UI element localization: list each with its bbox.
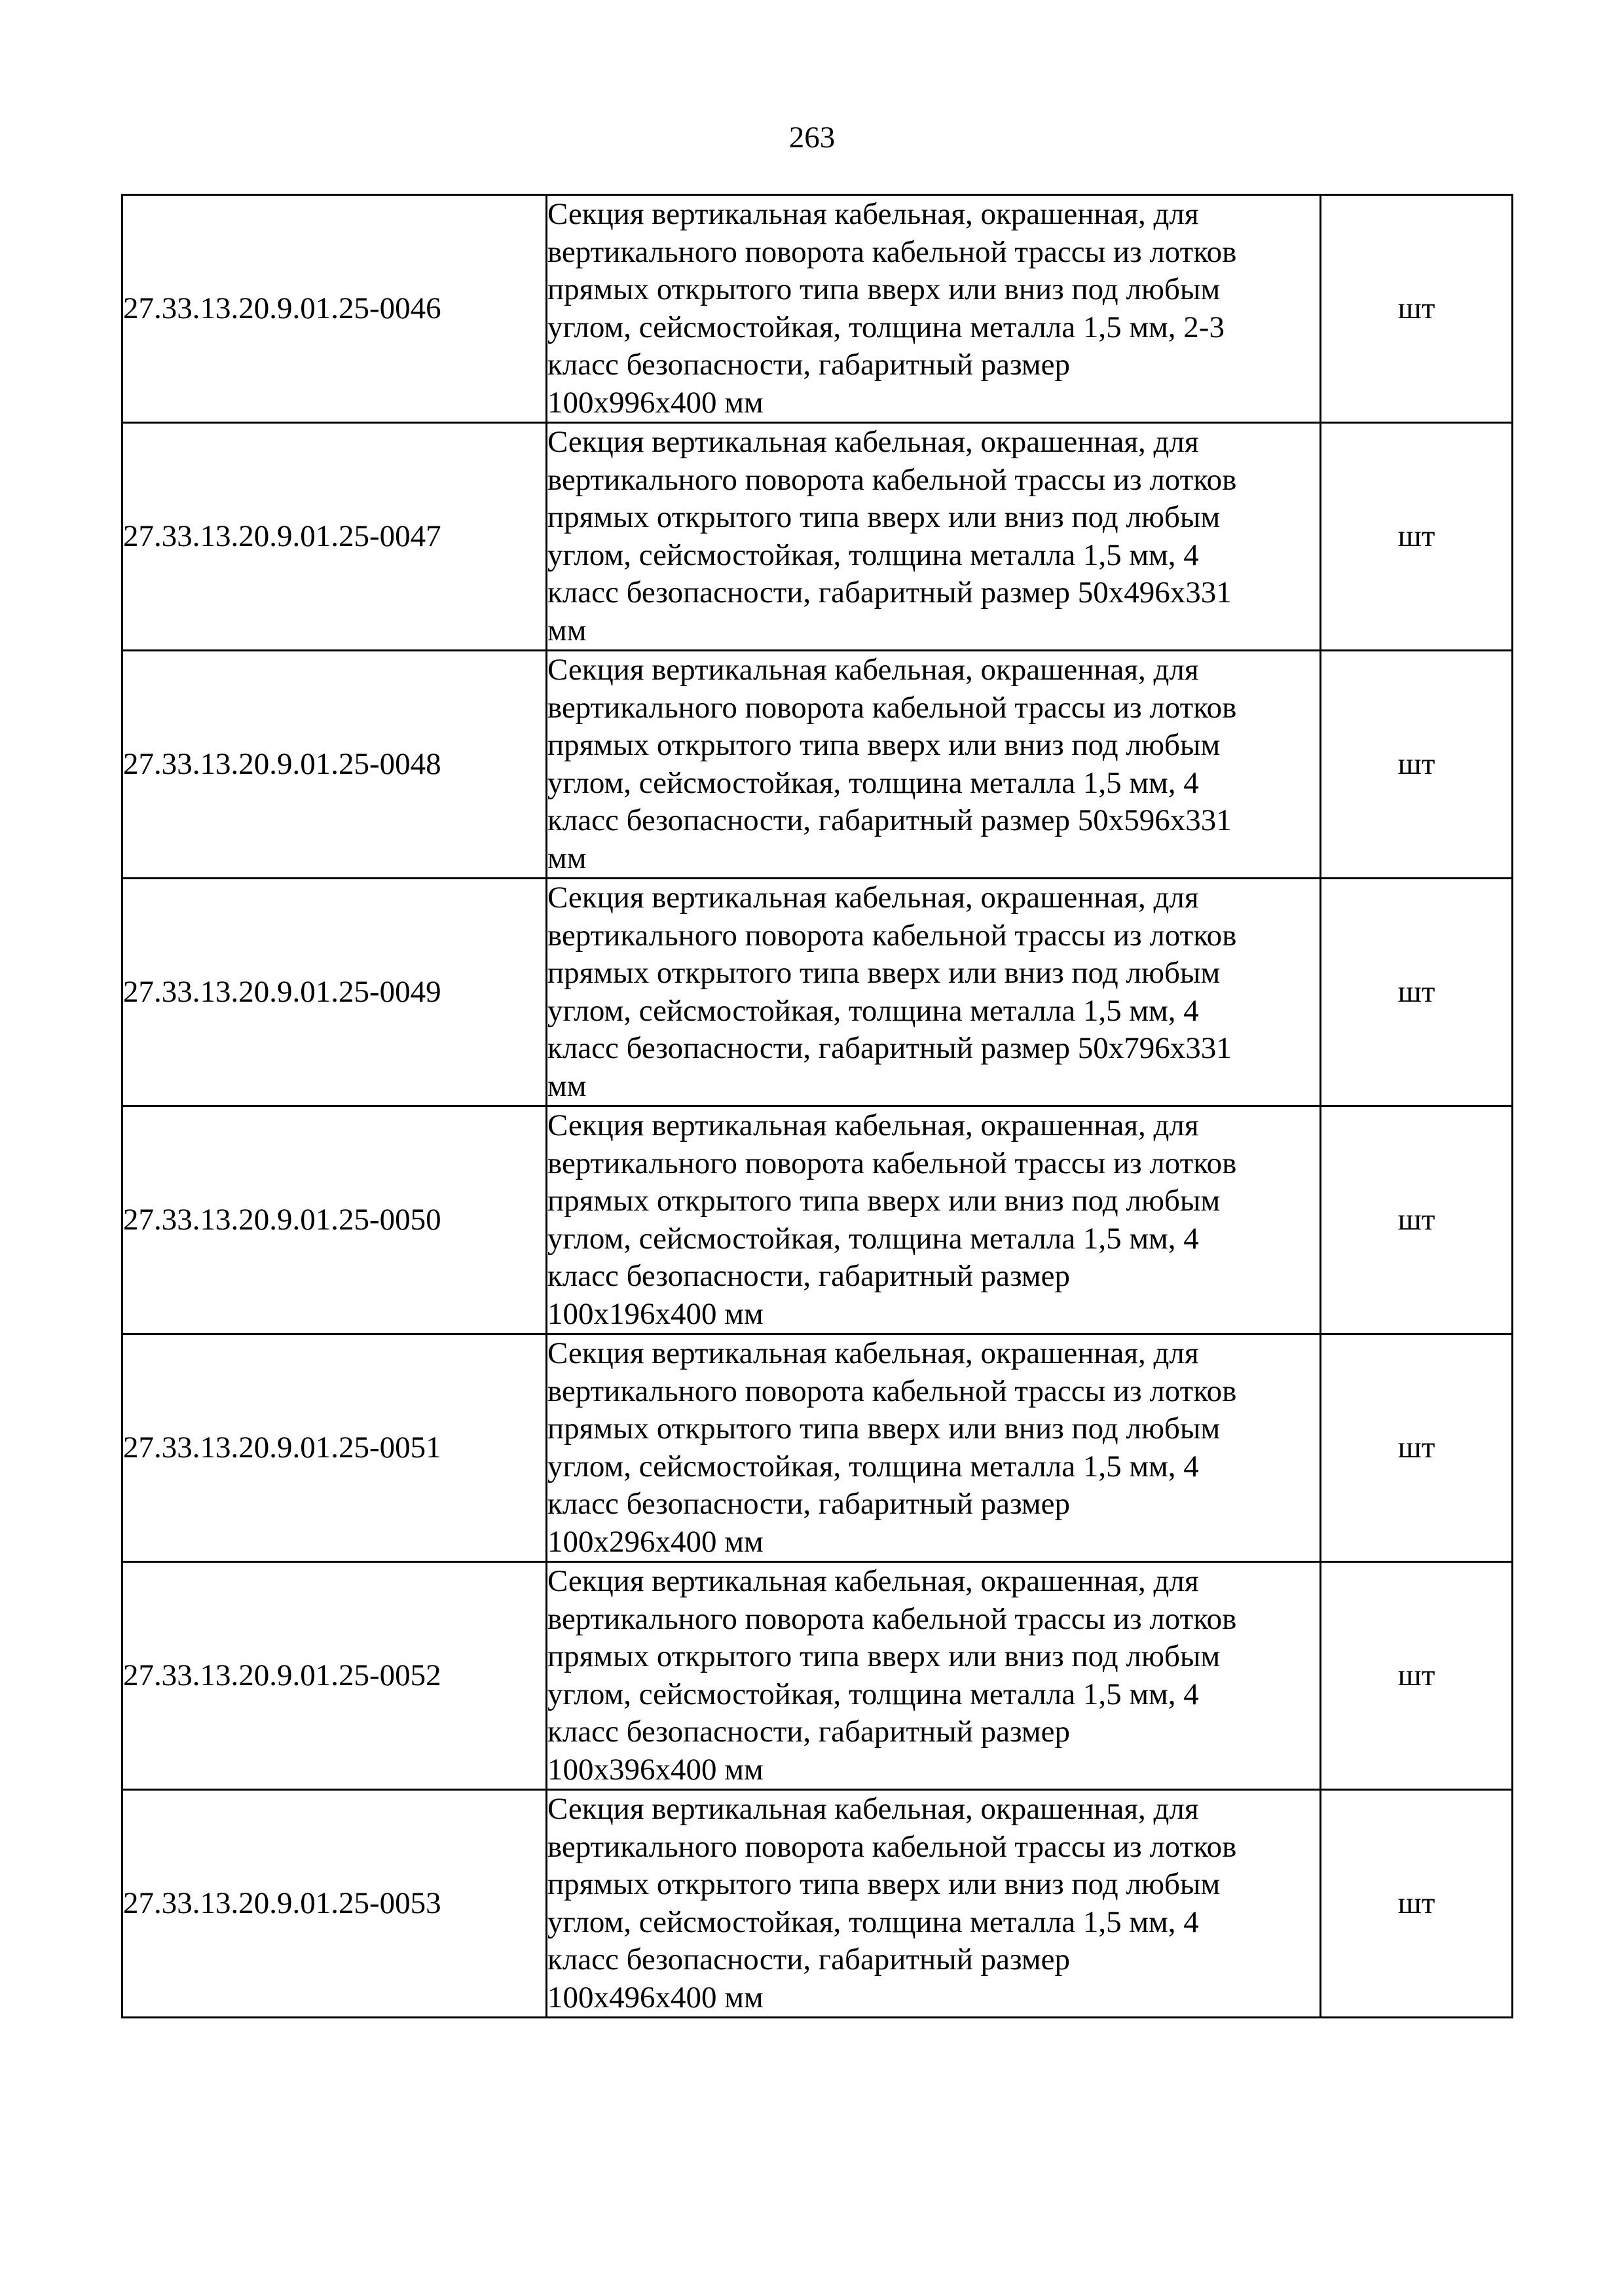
- description-line: прямых открытого типа вверх или вниз под любым: [547, 272, 1221, 306]
- description-line: прямых открытого типа вверх или вниз под любым: [547, 1184, 1221, 1218]
- description-line: мм: [547, 1068, 587, 1103]
- description-line: 100х996х400 мм: [547, 385, 764, 420]
- table-row: [122, 1562, 1513, 1790]
- table-row: [122, 423, 1513, 651]
- resource-description: [547, 651, 1321, 879]
- description-line: класс безопасности, габаритный размер: [547, 1259, 1070, 1293]
- description-line: вертикального поворота кабельной трассы из лотков: [547, 1829, 1237, 1864]
- description-line: 100х396х400 мм: [547, 1752, 764, 1787]
- unit-of-measure: шт: [1321, 1106, 1513, 1334]
- unit-of-measure: шт: [1321, 651, 1513, 879]
- description-line: прямых открытого типа вверх или вниз под любым: [547, 1639, 1221, 1673]
- description-line: вертикального поворота кабельной трассы из лотков: [547, 690, 1237, 725]
- table-row: [122, 1334, 1513, 1562]
- description-line: Секция вертикальная кабельная, окрашенная, для: [547, 425, 1199, 459]
- description-line: углом, сейсмостойкая, толщина металла 1,5 мм, 4: [547, 993, 1199, 1028]
- resource-table-body: [122, 195, 1513, 2018]
- description-line: углом, сейсмостойкая, толщина металла 1,5 мм, 2-3: [547, 310, 1225, 344]
- description-line: класс безопасности, габаритный размер 50х496х331: [547, 575, 1232, 610]
- description-line: Секция вертикальная кабельная, окрашенная, для: [547, 1792, 1199, 1826]
- table-row: [122, 1106, 1513, 1334]
- description-line: мм: [547, 613, 587, 647]
- resource-description: [547, 1106, 1321, 1334]
- resource-code: 27.33.13.20.9.01.25-0046: [122, 195, 547, 423]
- description-line: углом, сейсмостойкая, толщина металла 1,5 мм, 4: [547, 765, 1199, 800]
- description-line: класс безопасности, габаритный размер: [547, 1942, 1070, 1977]
- description-line: прямых открытого типа вверх или вниз под любым: [547, 1867, 1221, 1901]
- unit-of-measure: шт: [1321, 879, 1513, 1106]
- description-line: углом, сейсмостойкая, толщина металла 1,5 мм, 4: [547, 1449, 1199, 1484]
- description-line: прямых открытого типа вверх или вниз под любым: [547, 1412, 1221, 1446]
- description-line: вертикального поворота кабельной трассы из лотков: [547, 918, 1237, 953]
- resource-description: [547, 195, 1321, 423]
- description-line: Секция вертикальная кабельная, окрашенная, для: [547, 1564, 1199, 1598]
- description-line: вертикального поворота кабельной трассы из лотков: [547, 462, 1237, 497]
- description-line: класс безопасности, габаритный размер 50х596х331: [547, 803, 1232, 837]
- unit-of-measure: шт: [1321, 1790, 1513, 2018]
- description-line: мм: [547, 841, 587, 875]
- resource-description: [547, 423, 1321, 651]
- resource-code: 27.33.13.20.9.01.25-0053: [122, 1790, 547, 2018]
- description-line: класс безопасности, габаритный размер: [547, 1487, 1070, 1521]
- description-line: вертикального поворота кабельной трассы из лотков: [547, 234, 1237, 269]
- description-line: вертикального поворота кабельной трассы из лотков: [547, 1601, 1237, 1636]
- table-row: [122, 651, 1513, 879]
- description-line: Секция вертикальная кабельная, окрашенная, для: [547, 197, 1199, 231]
- resource-description: [547, 1334, 1321, 1562]
- resource-code: 27.33.13.20.9.01.25-0052: [122, 1562, 547, 1790]
- unit-of-measure: шт: [1321, 195, 1513, 423]
- description-line: вертикального поворота кабельной трассы из лотков: [547, 1374, 1237, 1408]
- table-row: [122, 879, 1513, 1106]
- description-line: Секция вертикальная кабельная, окрашенная, для: [547, 653, 1199, 687]
- page-number: 263: [788, 120, 836, 155]
- description-line: Секция вертикальная кабельная, окрашенная, для: [547, 1336, 1199, 1370]
- resource-code: 27.33.13.20.9.01.25-0051: [122, 1334, 547, 1562]
- description-line: углом, сейсмостойкая, толщина металла 1,5 мм, 4: [547, 1904, 1199, 1939]
- resource-code: 27.33.13.20.9.01.25-0048: [122, 651, 547, 879]
- unit-of-measure: шт: [1321, 1562, 1513, 1790]
- description-line: углом, сейсмостойкая, толщина металла 1,5 мм, 4: [547, 1221, 1199, 1256]
- description-line: 100х196х400 мм: [547, 1296, 764, 1331]
- description-line: углом, сейсмостойкая, толщина металла 1,5 мм, 4: [547, 538, 1199, 572]
- description-line: класс безопасности, габаритный размер: [547, 1715, 1070, 1749]
- description-line: Секция вертикальная кабельная, окрашенная, для: [547, 1108, 1199, 1142]
- description-line: прямых открытого типа вверх или вниз под любым: [547, 728, 1221, 762]
- description-line: класс безопасности, габаритный размер: [547, 348, 1070, 382]
- resource-description: [547, 1790, 1321, 2018]
- resource-table: [121, 194, 1513, 2018]
- table-row: [122, 195, 1513, 423]
- table-row: [122, 1790, 1513, 2018]
- description-line: прямых открытого типа вверх или вниз под любым: [547, 956, 1221, 990]
- unit-of-measure: шт: [1321, 423, 1513, 651]
- resource-code: 27.33.13.20.9.01.25-0050: [122, 1106, 547, 1334]
- description-line: прямых открытого типа вверх или вниз под любым: [547, 500, 1221, 534]
- description-line: 100х296х400 мм: [547, 1524, 764, 1559]
- description-line: углом, сейсмостойкая, толщина металла 1,5 мм, 4: [547, 1677, 1199, 1711]
- description-line: 100х496х400 мм: [547, 1980, 764, 2014]
- description-line: вертикального поворота кабельной трассы из лотков: [547, 1146, 1237, 1180]
- description-line: Секция вертикальная кабельная, окрашенная, для: [547, 881, 1199, 915]
- resource-code: 27.33.13.20.9.01.25-0049: [122, 879, 547, 1106]
- description-line: класс безопасности, габаритный размер 50х796х331: [547, 1031, 1232, 1065]
- resource-code: 27.33.13.20.9.01.25-0047: [122, 423, 547, 651]
- resource-description: [547, 1562, 1321, 1790]
- unit-of-measure: шт: [1321, 1334, 1513, 1562]
- resource-description: [547, 879, 1321, 1106]
